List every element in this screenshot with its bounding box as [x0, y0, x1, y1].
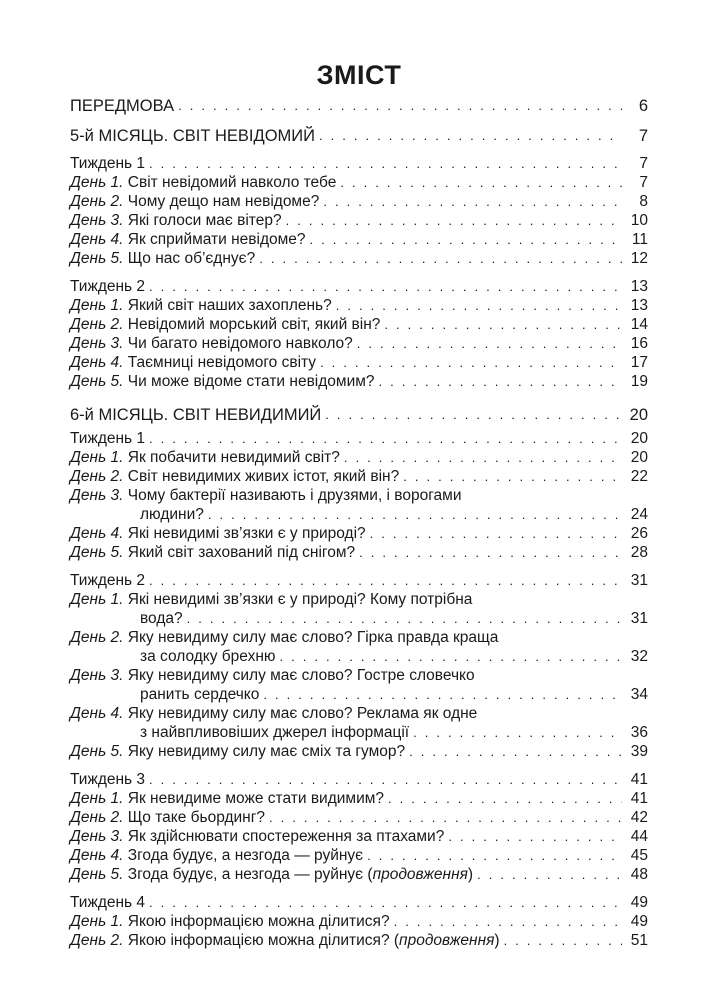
- page-number: 49: [630, 913, 648, 930]
- toc-day-entry[interactable]: [70, 543, 648, 562]
- page-number: 6: [638, 97, 648, 115]
- toc-week-entry[interactable]: [70, 429, 648, 448]
- leader-dots: [208, 505, 622, 524]
- entry-text: Таємниці невідомого світу: [123, 354, 317, 371]
- leader-dots: [323, 192, 622, 211]
- page-number: 34: [630, 686, 648, 703]
- page-number: 51: [630, 932, 648, 949]
- leader-dots: [259, 249, 622, 268]
- entry-text: Як побачити невидимий світ?: [123, 449, 340, 466]
- day-label: День 4.: [70, 231, 124, 248]
- leader-dots: [178, 94, 622, 118]
- entry-text: Як здійснювати спостереження за птахами?: [123, 828, 445, 845]
- leader-dots: [448, 827, 622, 846]
- entry-text: Згода будує, а незгода — руйнує: [123, 847, 364, 864]
- entry-text: вода?: [140, 610, 183, 627]
- entry-text: Тиждень 3: [70, 771, 146, 788]
- leader-dots: [280, 647, 622, 666]
- leader-dots: [149, 154, 622, 173]
- day-label: День 1.: [70, 591, 124, 608]
- day-label: День 5.: [70, 866, 124, 883]
- day-label: День 5.: [70, 743, 124, 760]
- toc-day-entry-continuation[interactable]: [70, 723, 648, 742]
- toc-day-entry-continuation[interactable]: [70, 647, 648, 666]
- page-number: 26: [630, 525, 648, 542]
- entry-text: Яку невидиму силу має слово? Реклама як одне: [123, 705, 478, 722]
- leader-dots: [149, 893, 622, 912]
- entry-text: Який світ наших захоплень?: [123, 297, 332, 314]
- toc-day-entry[interactable]: [70, 742, 648, 761]
- leader-dots: [357, 334, 622, 353]
- entry-text: Що таке бьординг?: [123, 809, 266, 826]
- entry-text: Чи може відоме стати невідомим?: [123, 373, 375, 390]
- page-number: 31: [630, 610, 648, 627]
- page-number: 13: [630, 278, 648, 295]
- toc-week-entry[interactable]: [70, 770, 648, 789]
- toc-day-entry[interactable]: [70, 666, 648, 685]
- entry-text: 6-й МІСЯЦЬ. СВІТ НЕВИДИМИЙ: [70, 406, 322, 424]
- entry-text: за солодку брехню: [140, 648, 276, 665]
- toc-day-entry[interactable]: [70, 249, 648, 268]
- leader-dots: [320, 353, 622, 372]
- page-number: 19: [630, 373, 648, 390]
- day-label: День 4.: [70, 354, 124, 371]
- leader-dots: [325, 403, 622, 427]
- toc-week-entry[interactable]: [70, 893, 648, 912]
- leader-dots: [310, 230, 622, 249]
- toc-month-heading[interactable]: [70, 403, 648, 427]
- leader-dots: [379, 372, 622, 391]
- page-number: 7: [638, 127, 648, 145]
- page-number: 16: [630, 335, 648, 352]
- day-label: День 1.: [70, 790, 124, 807]
- entry-text: Світ невідомий навколо тебе: [123, 174, 337, 191]
- page-number: 13: [630, 297, 648, 314]
- day-label: День 4.: [70, 847, 124, 864]
- leader-dots: [413, 723, 622, 742]
- day-label: День 1.: [70, 449, 124, 466]
- toc-day-entry[interactable]: [70, 296, 648, 315]
- entry-text: Яку невидиму силу має слово? Гостре словечко: [123, 667, 475, 684]
- toc-week-entry[interactable]: [70, 154, 648, 173]
- page-number: 24: [630, 506, 648, 523]
- toc-day-entry[interactable]: [70, 372, 648, 391]
- toc-day-entry[interactable]: [70, 704, 648, 723]
- leader-dots: [319, 124, 622, 148]
- page-number: 7: [639, 174, 648, 191]
- day-label: День 3.: [70, 667, 124, 684]
- leader-dots: [409, 742, 622, 761]
- toc-day-entry[interactable]: [70, 590, 648, 609]
- leader-dots: [388, 789, 622, 808]
- day-label: День 5.: [70, 250, 124, 267]
- toc-day-entry[interactable]: [70, 334, 648, 353]
- day-label: День 4.: [70, 525, 124, 542]
- entry-text: Яку невидиму силу має слово? Гірка правда краща: [123, 629, 499, 646]
- page-number: 31: [630, 572, 648, 589]
- toc-day-entry[interactable]: День 5. Згода будує, а незгода — руйнує (продовження) . . . 48: [70, 865, 648, 884]
- leader-dots: [263, 685, 622, 704]
- leader-dots: [367, 846, 622, 865]
- page-number: 41: [630, 771, 648, 788]
- entry-text: Тиждень 4: [70, 894, 146, 911]
- entry-text: ранить сердечко: [140, 686, 260, 703]
- leader-dots: [340, 173, 622, 192]
- leader-dots: [336, 296, 622, 315]
- toc-day-entry[interactable]: [70, 353, 648, 372]
- page-number: 20: [630, 430, 648, 447]
- toc-day-entry[interactable]: [70, 486, 648, 505]
- toc-day-entry[interactable]: [70, 192, 648, 211]
- entry-text: людини?: [140, 506, 204, 523]
- day-label: День 2.: [70, 316, 124, 333]
- leader-dots: [149, 277, 622, 296]
- entry-text: Який світ захований під снігом?: [123, 544, 356, 561]
- day-label: День 1.: [70, 913, 124, 930]
- toc-day-entry[interactable]: [70, 211, 648, 230]
- page-title: ЗМІСТ: [316, 60, 402, 90]
- day-label: День 5.: [70, 544, 124, 561]
- toc-day-entry[interactable]: [70, 230, 648, 249]
- toc-day-entry[interactable]: [70, 315, 648, 334]
- continuation-note: продовження: [372, 866, 468, 883]
- toc-week-entry[interactable]: [70, 571, 648, 590]
- page-number: 49: [630, 894, 648, 911]
- day-label: День 1.: [70, 174, 124, 191]
- entry-text: Тиждень 1: [70, 155, 146, 172]
- entry-text: Що нас об’єднує?: [123, 250, 256, 267]
- entry-text: Світ невидимих живих істот, який він?: [123, 468, 400, 485]
- entry-text: Невідомий морський світ, який він?: [123, 316, 381, 333]
- toc-day-entry[interactable]: День 2. Якою інформацією можна ділитися? (продовження) . . . 51: [70, 931, 648, 950]
- page-number: 44: [630, 828, 648, 845]
- leader-dots: [403, 467, 622, 486]
- leader-dots: [370, 524, 622, 543]
- toc-day-entry-continuation[interactable]: [70, 685, 648, 704]
- leader-dots: [394, 912, 622, 931]
- entry-text: 5-й МІСЯЦЬ. СВІТ НЕВІДОМИЙ: [70, 127, 315, 145]
- day-label: День 2.: [70, 468, 124, 485]
- entry-text: Тиждень 2: [70, 572, 146, 589]
- day-label: День 4.: [70, 705, 124, 722]
- page-number: 12: [630, 250, 648, 267]
- day-label: День 5.: [70, 373, 124, 390]
- leader-dots: [504, 931, 622, 950]
- day-label: День 2.: [70, 809, 124, 826]
- day-label: День 1.: [70, 297, 124, 314]
- page-number: 17: [630, 354, 648, 371]
- entry-text: Тиждень 1: [70, 430, 146, 447]
- entry-text: ПЕРЕДМОВА: [70, 97, 175, 115]
- leader-dots: [384, 315, 622, 334]
- toc-week-entry[interactable]: [70, 277, 648, 296]
- day-label: День 3.: [70, 335, 124, 352]
- entry-text: Яку невидиму силу має сміх та гумор?: [123, 743, 406, 760]
- page-number: 14: [630, 316, 648, 333]
- leader-dots: [149, 571, 622, 590]
- leader-dots: [477, 865, 622, 884]
- entry-text: з найвпливовіших джерел інформації: [140, 724, 410, 741]
- day-label: День 2.: [70, 932, 124, 949]
- toc-month-heading[interactable]: [70, 124, 648, 148]
- toc-day-entry[interactable]: [70, 467, 648, 486]
- page-number: 22: [630, 468, 648, 485]
- toc-day-entry[interactable]: [70, 628, 648, 647]
- continuation-note: продовження: [399, 932, 495, 949]
- toc-day-entry[interactable]: [70, 173, 648, 192]
- toc-day-entry[interactable]: [70, 912, 648, 931]
- entry-text: Які невидимі зв’язки є у природі? Кому потрібна: [123, 591, 473, 608]
- page-number: 28: [630, 544, 648, 561]
- page-number: 8: [639, 193, 648, 210]
- entry-text: Як сприймати невідоме?: [123, 231, 306, 248]
- entry-text: Згода будує, а незгода — руйнує (: [123, 866, 373, 883]
- page-number: 10: [630, 212, 648, 229]
- day-label: День 3.: [70, 212, 124, 229]
- page-number: 36: [630, 724, 648, 741]
- entry-text: Чому дещо нам невідоме?: [123, 193, 320, 210]
- toc-day-entry-continuation[interactable]: [70, 609, 648, 628]
- toc-day-entry[interactable]: [70, 524, 648, 543]
- entry-text: Якою інформацією можна ділитися? (: [123, 932, 400, 949]
- day-label: День 2.: [70, 629, 124, 646]
- toc-day-entry[interactable]: [70, 827, 648, 846]
- page-number: 42: [630, 809, 648, 826]
- toc-entry-preface[interactable]: [70, 94, 648, 118]
- entry-text: Чи багато невідомого навколо?: [123, 335, 353, 352]
- page-number: 48: [630, 866, 648, 883]
- page-number: 20: [630, 449, 648, 466]
- entry-text: Якою інформацією можна ділитися?: [123, 913, 390, 930]
- page-number: 20: [629, 406, 648, 424]
- page-number: 32: [630, 648, 648, 665]
- leader-dots: [344, 448, 622, 467]
- page-number: 7: [639, 155, 648, 172]
- day-label: День 3.: [70, 487, 124, 504]
- entry-text: Як невидиме може стати видимим?: [123, 790, 385, 807]
- leader-dots: [149, 770, 622, 789]
- toc-day-entry[interactable]: [70, 789, 648, 808]
- page-number: 39: [630, 743, 648, 760]
- entry-text: Тиждень 2: [70, 278, 146, 295]
- leader-dots: [187, 609, 622, 628]
- toc-day-entry[interactable]: [70, 846, 648, 865]
- leader-dots: [359, 543, 622, 562]
- page-number: 11: [631, 231, 648, 248]
- toc-day-entry[interactable]: [70, 448, 648, 467]
- entry-text: Які голоси має вітер?: [123, 212, 282, 229]
- page-number: 45: [630, 847, 648, 864]
- toc-day-entry-continuation[interactable]: [70, 505, 648, 524]
- entry-text: Чому бактерії називають і друзями, і ворогами: [123, 487, 462, 504]
- leader-dots: [269, 808, 622, 827]
- leader-dots: [149, 429, 622, 448]
- entry-text: Які невидимі зв’язки є у природі?: [123, 525, 366, 542]
- page-number: 41: [630, 790, 648, 807]
- leader-dots: [286, 211, 622, 230]
- day-label: День 2.: [70, 193, 124, 210]
- toc-day-entry[interactable]: [70, 808, 648, 827]
- table-of-contents: [70, 58, 648, 950]
- day-label: День 3.: [70, 828, 124, 845]
